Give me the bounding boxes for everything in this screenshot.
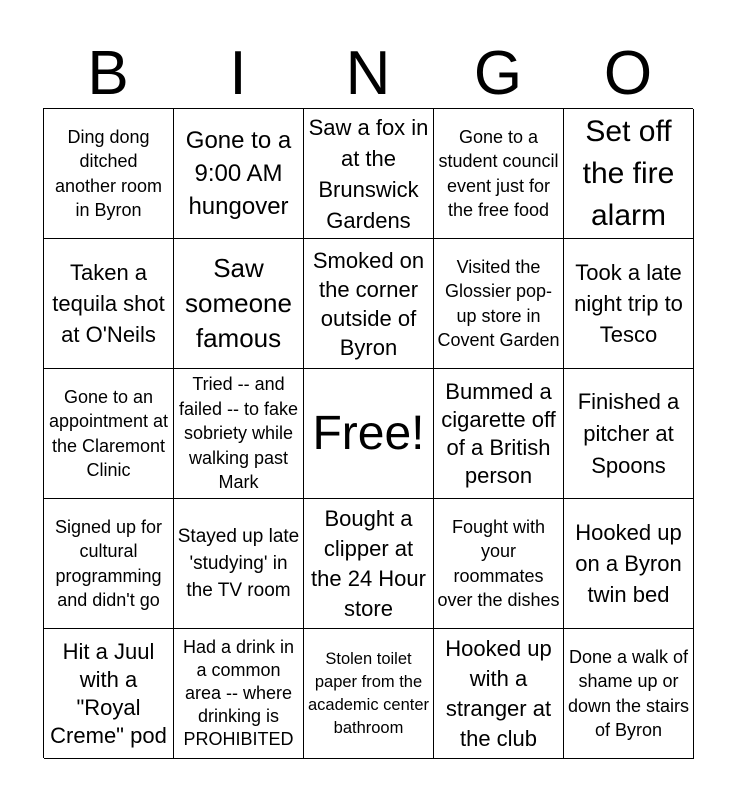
bingo-cell-r2-c1[interactable]: [44, 239, 174, 369]
bingo-cell-r4-c4[interactable]: [434, 499, 564, 629]
bingo-cell-text: Took a late night trip to Tesco: [574, 260, 683, 347]
bingo-cell-r4-c3[interactable]: [304, 499, 434, 629]
header-letter-g: G: [473, 39, 523, 108]
bingo-cell-r3-c2[interactable]: [174, 369, 304, 499]
bingo-cell-text: Ding dong ditched another room in Byron: [54, 126, 163, 220]
bingo-cell-text: Gone to an appointment at the Claremont Clinic: [48, 386, 169, 480]
bingo-cell-r5-c3[interactable]: [304, 629, 434, 759]
bingo-cell-text: Hooked up with a stranger at the club: [445, 635, 552, 751]
bingo-cell-text: Fought with your roommates over the dishes: [437, 516, 560, 610]
bingo-cell-text: Smoked on the corner outside of Byron: [312, 247, 425, 360]
bingo-cell-text: Done a walk of shame up or down the stairs of Byron: [567, 646, 690, 740]
header-letter-i: I: [229, 39, 247, 108]
bingo-cell-text: Visited the Glossier pop-up store in Covent Garden: [437, 256, 560, 350]
bingo-cell-text: Bought a clipper at the 24 Hour store: [311, 505, 426, 621]
bingo-cell-r5-c1[interactable]: [44, 629, 174, 759]
bingo-cell-r1-c3[interactable]: [304, 109, 434, 239]
bingo-cell-text: Gone to a 9:00 AM hungover: [185, 127, 292, 220]
bingo-cell-text: Stayed up late 'studying' in the TV room: [177, 526, 300, 601]
bingo-cell-r1-c4[interactable]: [434, 109, 564, 239]
bingo-cell-r1-c1[interactable]: [44, 109, 174, 239]
bingo-cell-r3-c4[interactable]: [434, 369, 564, 499]
bingo-cell-text: Saw a fox in at the Brunswick Gardens: [308, 114, 429, 233]
bingo-cell-r4-c2[interactable]: [174, 499, 304, 629]
bingo-cell-text: Stolen toilet paper from the academic center bathroom: [307, 649, 430, 737]
bingo-cell-text: Taken a tequila shot at O'Neils: [52, 260, 165, 347]
free-space-text: Free!: [312, 406, 425, 460]
bingo-cell-r5-c4[interactable]: [434, 629, 564, 759]
bingo-cell-text: Hooked up on a Byron twin bed: [575, 520, 682, 607]
bingo-cell-r2-c2[interactable]: [174, 239, 304, 369]
bingo-cell-text: Had a drink in a common area -- where drinking is PROHIBITED: [182, 637, 295, 749]
bingo-card-grid: [43, 108, 693, 758]
bingo-cell-text: Tried -- and failed -- to fake sobriety while walking past Mark: [178, 374, 299, 493]
bingo-cell-r4-c5[interactable]: [564, 499, 694, 629]
bingo-cell-r2-c5[interactable]: [564, 239, 694, 369]
bingo-cell-r4-c1[interactable]: [44, 499, 174, 629]
bingo-cell-r1-c2[interactable]: [174, 109, 304, 239]
bingo-cell-text: Signed up for cultural programming and didn't go: [54, 516, 163, 610]
bingo-cell-text: Set off the fire alarm: [582, 114, 675, 232]
header-letter-o: O: [603, 39, 653, 108]
bingo-cell-r1-c5[interactable]: [564, 109, 694, 239]
bingo-cell-r3-c1[interactable]: [44, 369, 174, 499]
bingo-cell-text: Finished a pitcher at Spoons: [577, 388, 680, 478]
header-letter-b: B: [87, 39, 129, 108]
bingo-cell-r5-c5[interactable]: [564, 629, 694, 759]
bingo-cell-text: Bummed a cigarette off of a British person: [441, 378, 556, 488]
bingo-cell-text: Gone to a student council event just for the free food: [438, 126, 559, 220]
bingo-cell-r5-c2[interactable]: [174, 629, 304, 759]
bingo-cell-free-space[interactable]: [304, 369, 434, 499]
bingo-cell-r2-c3[interactable]: [304, 239, 434, 369]
bingo-header: [43, 40, 693, 108]
header-letter-n: N: [345, 39, 391, 108]
bingo-cell-text: Saw someone famous: [185, 253, 292, 353]
bingo-cell-text: Hit a Juul with a "Royal Creme" pod: [50, 638, 167, 748]
bingo-cell-r2-c4[interactable]: [434, 239, 564, 369]
bingo-cell-r3-c5[interactable]: [564, 369, 694, 499]
